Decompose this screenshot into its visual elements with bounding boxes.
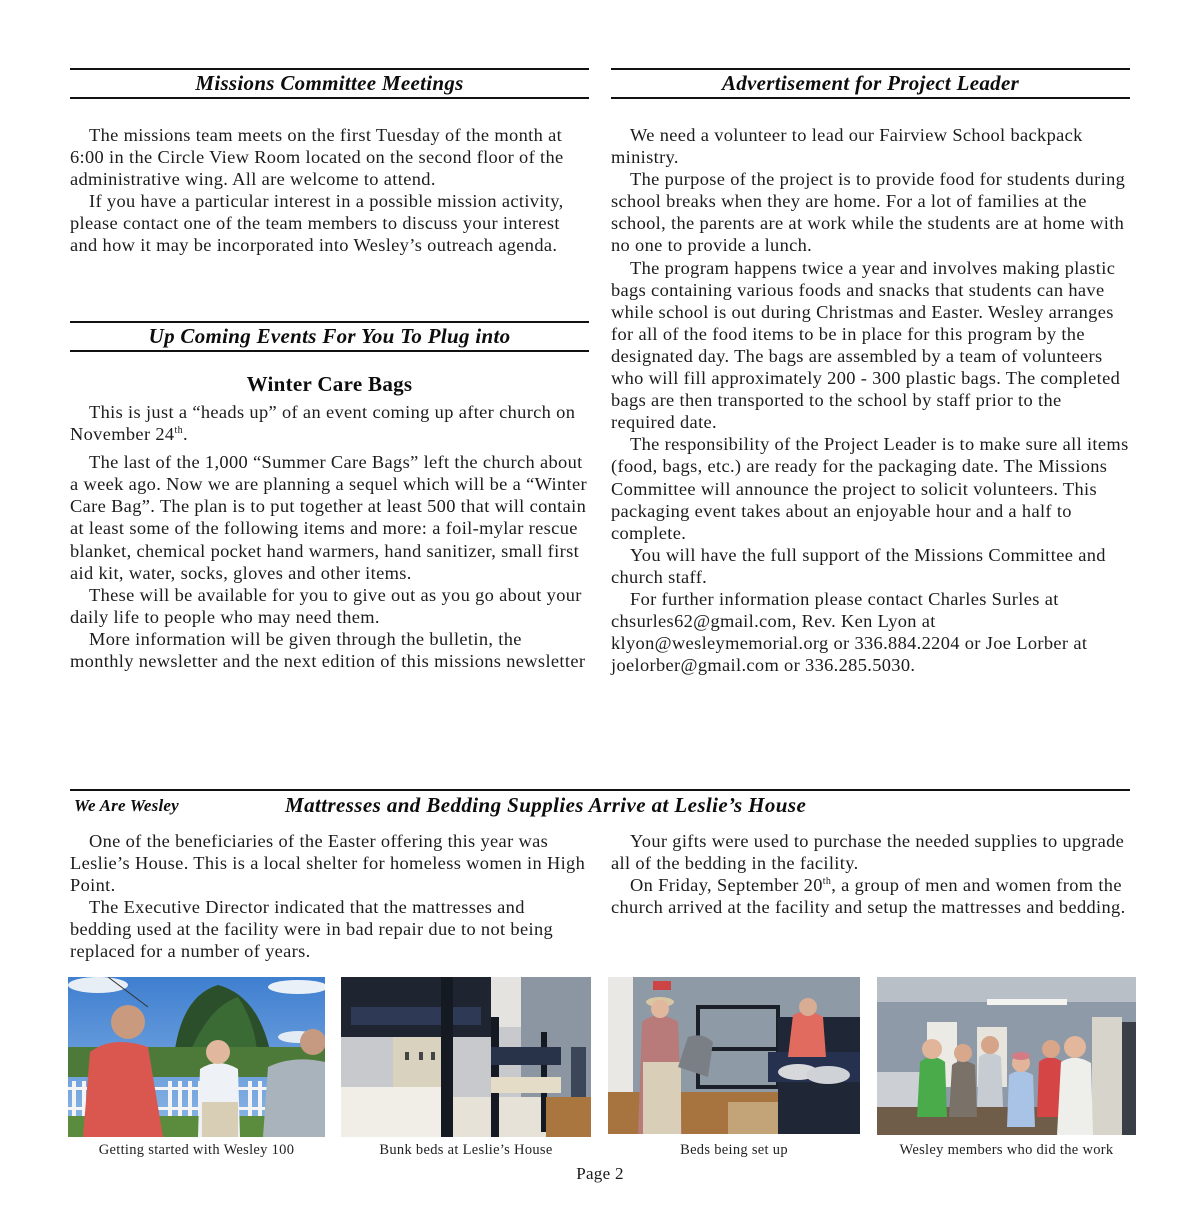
leslies-house-right-text — [611, 830, 1130, 918]
paragraph: The last of the 1,000 “Summer Care Bags” left the church about a week ago. Now we are planning a sequel which will be a “Winter Care Bag”. The plan is to put together at least 500 that will contain at least some of the following items and more: a foil-mylar rescue blanket, chemical pocket hand warmers, hand sanitizer, small first aid kit, water, socks, gloves and other items. — [70, 452, 587, 583]
paragraph: If you have a particular interest in a possible mission activity, please contact one of the team members to discuss your interest and how it may be incorporated into Wesley’s outreach agenda. — [70, 191, 564, 256]
photo-caption: Bunk beds at Leslie’s House — [379, 1142, 553, 1158]
photo-caption: Getting started with Wesley 100 — [98, 1142, 295, 1158]
we-are-wesley-tag: We Are Wesley — [74, 796, 179, 815]
photo-caption: Beds being set up — [680, 1142, 788, 1158]
photo-wesley-members-image — [877, 977, 1136, 1135]
photo-caption: Wesley members who did the work — [899, 1142, 1114, 1158]
leslies-house-left-text — [70, 830, 589, 963]
project-leader-body — [611, 124, 1130, 676]
intro-end: . — [182, 424, 188, 445]
missions-meetings-heading: Missions Committee Meetings — [70, 68, 589, 99]
paragraph: We need a volunteer to lead our Fairview School backpack ministry. — [611, 125, 1083, 168]
paragraph: The program happens twice a year and involves making plastic bags containing various foods and snacks that students can have while school is out during Christmas and Easter. Wesley arranges for all of the food items to be in place for this program by the designated day. The bags are assembled by a team of volunteers who will fill approximately 200 - 300 plastic bags. The completed bags are then transported to the school by staff prior to the required date. — [611, 257, 1121, 433]
photo-bunk-beds — [341, 977, 591, 1137]
intro-paragraph — [70, 401, 589, 445]
paragraph: The purpose of the project is to provide food for students during school breaks when they are home. For a lot of families at the school, the parents are at work while the students are at home with no one to provide a lunch. — [611, 169, 1126, 256]
paragraph: You will have the full support of the Missions Committee and church staff. — [611, 544, 1106, 587]
upcoming-events-heading: Up Coming Events For You To Plug into — [70, 321, 589, 352]
paragraph: One of the beneficiaries of the Easter offering this year was Leslie’s House. This is a local shelter for homeless women in High Point. — [70, 831, 586, 896]
intro-text: This is just a “heads up” of an event coming up after church on November 24 — [70, 402, 576, 445]
leslies-house-heading: Mattresses and Bedding Supplies Arrive at Leslie’s House — [285, 793, 807, 817]
photo-bunk-beds-image — [341, 977, 591, 1137]
photo-getting-started-image — [68, 977, 325, 1137]
page-number: Page 2 — [576, 1164, 624, 1183]
paragraph-end: , a group of men and women from the church arrived at the facility and setup the mattresses and bedding. — [611, 875, 1126, 918]
leslies-house-header — [70, 789, 1130, 819]
paragraph: The Executive Director indicated that the mattresses and bedding used at the facility were in bad repair due to not being replaced for a number of years. — [70, 897, 554, 962]
contact-paragraph: For further information please contact Charles Surles at chsurles62@gmail.com, Rev. Ken Lyon at klyon@wesleymemorial.org or 336.884.2204 or Joe Lorber at joelorber@gmail.com or 336.285.5030. — [611, 588, 1088, 676]
paragraph: The responsibility of the Project Leader is to make sure all items (food, bags, etc.) are ready for the packaging date. The Missions Committee will announce the project to solicit volunteers. This packaging event takes about an enjoyable hour and a half to complete. — [611, 434, 1129, 543]
photo-beds-set-up-image — [608, 977, 860, 1134]
winter-care-bags-subheading: Winter Care Bags — [246, 372, 413, 396]
paragraph: Your gifts were used to purchase the needed supplies to upgrade all of the bedding in the facility. — [611, 831, 1125, 874]
paragraph — [611, 874, 1130, 918]
upcoming-events-section — [70, 321, 589, 672]
photo-wesley-members — [877, 977, 1136, 1135]
intro-sup: th — [174, 425, 183, 437]
leslies-house-left-body — [70, 830, 589, 963]
paragraph: These will be available for you to give out as you go about your daily life to people who may need them. — [70, 584, 582, 627]
date-sup: th — [822, 876, 832, 888]
missions-meetings-section — [70, 68, 589, 257]
photo-beds-set-up — [608, 977, 860, 1134]
photo-row — [68, 977, 1136, 1167]
project-leader-section — [611, 68, 1130, 676]
paragraph: More information will be given through the bulletin, the monthly newsletter and the next edition of this missions newsletter — [70, 628, 586, 672]
paragraph: The missions team meets on the first Tuesday of the month at 6:00 in the Circle View Room located on the second floor of the administrative wing. All are welcome to attend. — [70, 125, 564, 190]
upcoming-events-body — [70, 401, 589, 672]
missions-meetings-body — [70, 124, 589, 257]
photo-getting-started — [68, 977, 325, 1137]
date-text: On Friday, September 20 — [630, 875, 823, 896]
leslies-house-right-body — [611, 830, 1130, 918]
project-leader-heading: Advertisement for Project Leader — [611, 68, 1130, 99]
